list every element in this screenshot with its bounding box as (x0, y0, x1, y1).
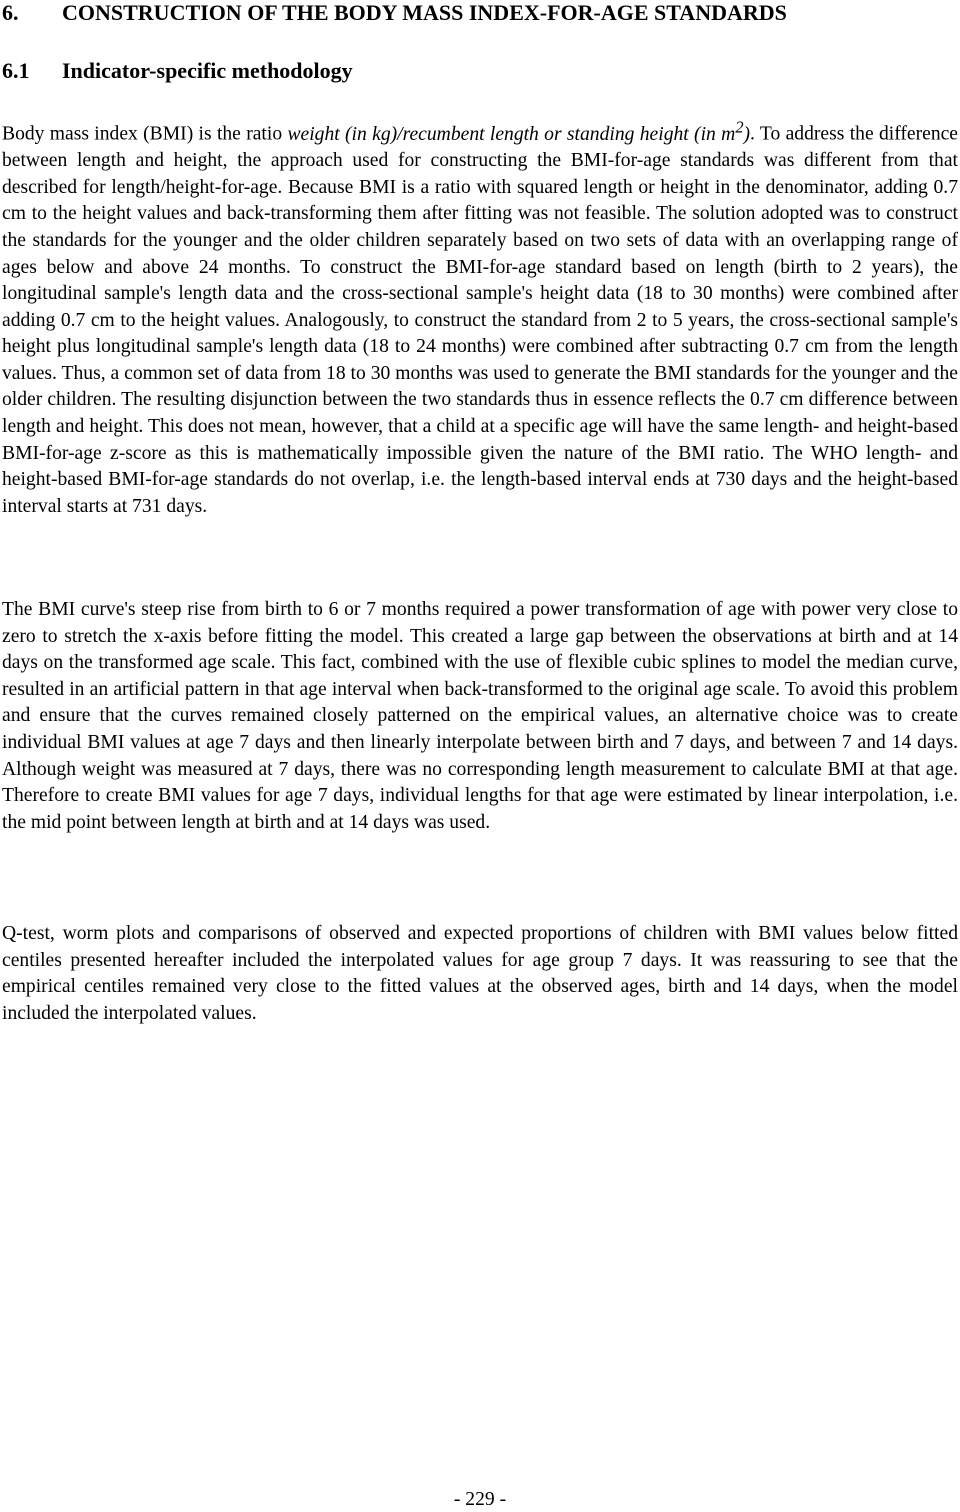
paragraph-body-text: . To address the difference between length and height, the approach used for constructing the BMI-for-age standards was different from that described for length/height-for-age. Because BMI is a ratio with squared length or height in the denominator, adding 0.7 cm to the height values and back-transforming them after fitting was not feasible. The solution adopted was to construct the standards for the younger and the older children separately based on two sets of data with an overlapping range of ages below and above 24 months. To construct the BMI-for-age standard based on length (birth to 2 years), the longitudinal sample's length data and the cross-sectional sample's height data (18 to 30 months) were combined after adding 0.7 cm to the height values. Analogously, to construct the standard from 2 to 5 years, the cross-sectional sample's height plus longitudinal sample's length data (18 to 24 months) were combined after subtracting 0.7 cm from the length values. Thus, a common set of data from 18 to 30 months was used to generate the BMI standards for the younger and the older children. The resulting disjunction between the two standards thus in essence reflects the 0.7 cm difference between length and height. This does not mean, however, that a child at a specific age will have the same length- and height-based BMI-for-age z-score as this is mathematically impossible given the nature of the BMI ratio. The WHO length- and height-based BMI-for-age standards do not overlap, i.e. the length-based interval ends at 730 days and the height-based interval starts at 731 days. (2, 123, 959, 517)
subsection-number: 6.1 (2, 58, 30, 83)
subsection-title: Indicator-specific methodology (62, 58, 353, 83)
paragraph-q-test: Q-test, worm plots and comparisons of observed and expected proportions of children with BMI values below fitted centiles presented hereafter included the interpolated values for age group 7 days. It was reassuring to see that the empirical centiles remained very close to the fitted values at the observed ages, birth and 14 days, when the model included the interpolated values. (2, 923, 958, 1024)
section-title: CONSTRUCTION OF THE BODY MASS INDEX-FOR-AGE STANDARDS (62, 0, 787, 25)
paragraph-curve-transformation: The BMI curve's steep rise from birth to 6 or 7 months required a power transformation of age with power very close to zero to stretch the x-axis before fitting the model. This created a large gap between the observations at birth and at 14 days on the transformed age scale. This fact, combined with the use of flexible cubic splines to model the median curve, resulted in an artificial pattern in that age interval when back-transformed to the original age scale. To avoid this problem and ensure that the curves remained closely patterned on the empirical values, an alternative choice was to create individual BMI values at age 7 days and then linearly interpolate between birth and 7 days, and between 7 and 14 days. Although weight was measured at 7 days, there was no corresponding length measurement to calculate BMI at that age. Therefore to create BMI values for age 7 days, individual lengths for that age were estimated by linear interpolation, i.e. the mid point between length at birth and at 14 days was used. (2, 599, 958, 833)
paragraph-bmi-definition (2, 114, 958, 520)
bmi-formula-close: ) (743, 123, 751, 145)
section-number: 6. (2, 0, 19, 25)
subsection-heading (2, 58, 353, 84)
section-heading (2, 0, 787, 26)
page-number: - 229 - (453, 1489, 507, 1510)
paragraph-lead-text: Body mass index (BMI) is the ratio (2, 123, 288, 145)
bmi-ratio-formula (287, 117, 751, 145)
bmi-formula-text: weight (in kg)/recumbent length or standing height (in m (287, 123, 736, 145)
bmi-formula-exponent: 2 (735, 117, 744, 136)
